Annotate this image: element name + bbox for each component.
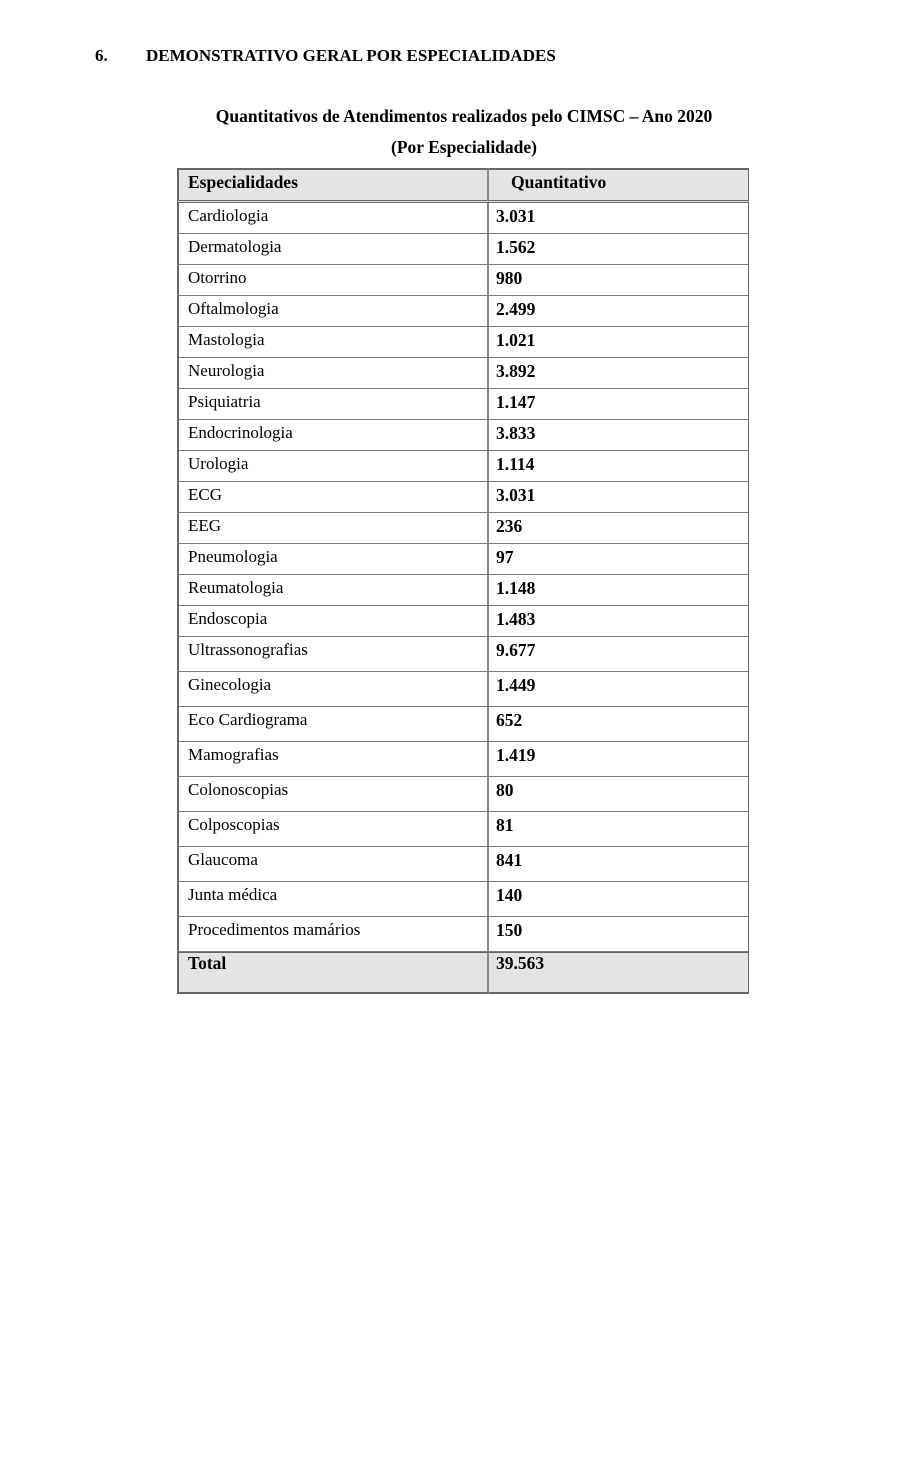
specialty-name: Colposcopias bbox=[177, 812, 489, 847]
table-header-row bbox=[177, 168, 749, 203]
table-title: Quantitativos de Atendimentos realizados pelo CIMSC – Ano 2020 bbox=[215, 106, 713, 126]
table-row bbox=[177, 637, 749, 672]
specialty-quantity: 1.147 bbox=[489, 389, 749, 420]
specialty-name: Junta médica bbox=[177, 882, 489, 917]
specialty-quantity: 3.031 bbox=[489, 203, 749, 234]
specialty-quantity: 841 bbox=[489, 847, 749, 882]
specialty-name: Psiquiatria bbox=[177, 389, 489, 420]
table-row bbox=[177, 327, 749, 358]
specialty-quantity: 3.833 bbox=[489, 420, 749, 451]
specialty-name: Dermatologia bbox=[177, 234, 489, 265]
specialty-quantity: 652 bbox=[489, 707, 749, 742]
specialty-name: Reumatologia bbox=[177, 575, 489, 606]
specialty-quantity: 2.499 bbox=[489, 296, 749, 327]
specialty-name: Cardiologia bbox=[177, 203, 489, 234]
specialty-quantity: 3.892 bbox=[489, 358, 749, 389]
specialty-name: Oftalmologia bbox=[177, 296, 489, 327]
table-row bbox=[177, 742, 749, 777]
specialty-name: Ginecologia bbox=[177, 672, 489, 707]
table-body bbox=[177, 203, 749, 952]
specialty-quantity: 3.031 bbox=[489, 482, 749, 513]
table-row bbox=[177, 265, 749, 296]
specialty-quantity: 1.562 bbox=[489, 234, 749, 265]
specialty-name: Otorrino bbox=[177, 265, 489, 296]
table-row bbox=[177, 917, 749, 952]
table-row bbox=[177, 513, 749, 544]
specialty-quantity: 150 bbox=[489, 917, 749, 952]
specialty-quantity: 1.114 bbox=[489, 451, 749, 482]
table-total-row bbox=[177, 952, 749, 994]
table-subtitle: (Por Especialidade) bbox=[391, 137, 537, 157]
specialty-name: Urologia bbox=[177, 451, 489, 482]
section-number: 6. bbox=[95, 46, 108, 65]
specialty-name: Ultrassonografias bbox=[177, 637, 489, 672]
table-row bbox=[177, 812, 749, 847]
table-row bbox=[177, 575, 749, 606]
total-label: Total bbox=[177, 952, 489, 994]
table-row bbox=[177, 234, 749, 265]
header-quantitativo: Quantitativo bbox=[489, 168, 749, 203]
specialty-name: Pneumologia bbox=[177, 544, 489, 575]
specialties-table bbox=[177, 168, 749, 994]
specialty-quantity: 236 bbox=[489, 513, 749, 544]
specialty-name: EEG bbox=[177, 513, 489, 544]
total-value: 39.563 bbox=[489, 952, 749, 994]
table-row bbox=[177, 544, 749, 575]
table-row bbox=[177, 882, 749, 917]
header-especialidades: Especialidades bbox=[177, 168, 489, 203]
specialty-name: Colonoscopias bbox=[177, 777, 489, 812]
specialty-quantity: 980 bbox=[489, 265, 749, 296]
table-row bbox=[177, 672, 749, 707]
specialty-quantity: 1.148 bbox=[489, 575, 749, 606]
specialty-quantity: 1.419 bbox=[489, 742, 749, 777]
section-title: DEMONSTRATIVO GERAL POR ESPECIALIDADES bbox=[146, 46, 556, 65]
specialty-name: Neurologia bbox=[177, 358, 489, 389]
table-row bbox=[177, 777, 749, 812]
table-row bbox=[177, 420, 749, 451]
specialty-name: Mamografias bbox=[177, 742, 489, 777]
table-row bbox=[177, 358, 749, 389]
table-row bbox=[177, 606, 749, 637]
specialty-name: Eco Cardiograma bbox=[177, 707, 489, 742]
specialty-name: ECG bbox=[177, 482, 489, 513]
specialty-name: Glaucoma bbox=[177, 847, 489, 882]
specialty-quantity: 1.021 bbox=[489, 327, 749, 358]
table-row bbox=[177, 389, 749, 420]
specialty-name: Procedimentos mamários bbox=[177, 917, 489, 952]
table-row bbox=[177, 707, 749, 742]
specialty-name: Endoscopia bbox=[177, 606, 489, 637]
specialty-quantity: 97 bbox=[489, 544, 749, 575]
table-row bbox=[177, 451, 749, 482]
table-row bbox=[177, 203, 749, 234]
specialty-quantity: 140 bbox=[489, 882, 749, 917]
table-row bbox=[177, 847, 749, 882]
specialty-quantity: 81 bbox=[489, 812, 749, 847]
specialty-quantity: 9.677 bbox=[489, 637, 749, 672]
table-row bbox=[177, 482, 749, 513]
specialty-name: Mastologia bbox=[177, 327, 489, 358]
section-heading bbox=[95, 46, 556, 66]
specialty-quantity: 1.483 bbox=[489, 606, 749, 637]
specialty-quantity: 1.449 bbox=[489, 672, 749, 707]
specialty-name: Endocrinologia bbox=[177, 420, 489, 451]
specialty-quantity: 80 bbox=[489, 777, 749, 812]
table-row bbox=[177, 296, 749, 327]
